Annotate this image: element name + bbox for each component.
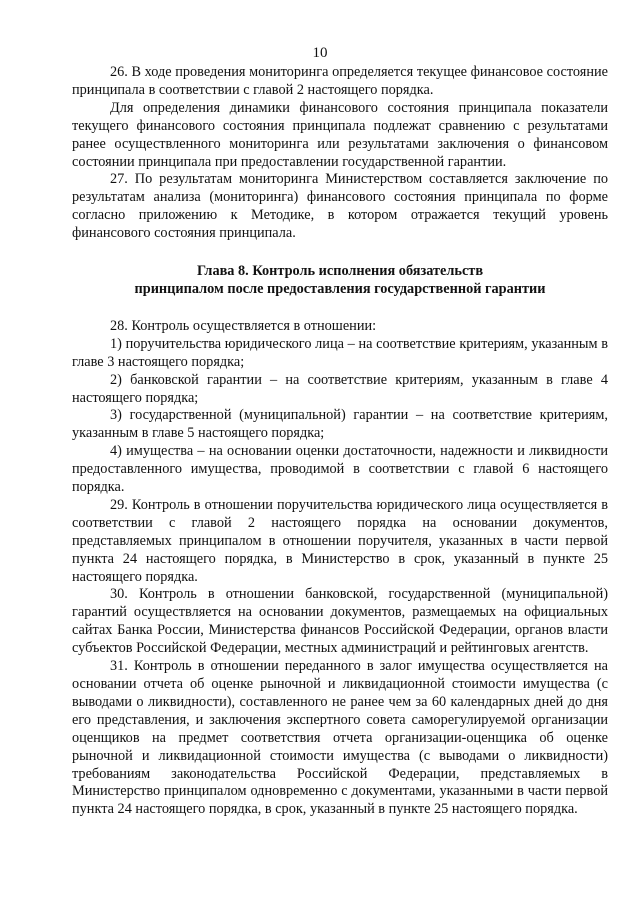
- paragraph-26-continuation: Для определения динамики финансового состояния принципала показатели текущего финансового состояния принципала подлежат сравнению с результатами ранее осуществленного мониторинга или результатами заключения о финансовом состоянии принципала при предоставлении государственной гарантии.: [72, 99, 608, 170]
- chapter-heading: [72, 263, 608, 299]
- chapter-heading-line-1: Глава 8. Контроль исполнения обязательств: [196, 263, 484, 280]
- paragraph-28: 28. Контроль осуществляется в отношении:: [110, 317, 377, 334]
- paragraph-29: 29. Контроль в отношении поручительства юридического лица осуществляется в соответствии с главой 2 настоящего порядка на основании документов, представляемых принципалом в отношении поручителя, указанных в части первой пункта 24 настоящего порядка, в Министерство в срок, указанный в пункте 25 настоящего порядка.: [72, 496, 608, 585]
- paragraph-26: 26. В ходе проведения мониторинга определяется текущее финансовое состояние принципала в соответствии с главой 2 настоящего порядка.: [72, 64, 608, 98]
- list-item-4: 4) имущества – на основании оценки достаточности, надежности и ликвидности предоставленного имущества, проводимой в соответствии с главой 6 настоящего порядка.: [72, 443, 608, 496]
- paragraph-30: 30. Контроль в отношении банковской, государственной (муниципальной) гарантий осуществляется на основании документов, размещаемых на официальных сайтах Банка России, Министерства финансов Российской Федерации, органов власти субъектов Российской Федерации, местных администраций и рейтинговых агентств.: [72, 586, 608, 657]
- paragraph-31: 31. Контроль в отношении переданного в залог имущества осуществляется на основании отчета об оценке рыночной и ликвидационной стоимости имущества (с выводами о ликвидности), составленного не ранее чем за 60 календарных дней до дня его представления, и заключения экспертного совета саморегулируемой организации оценщиков на предмет соответствия отчета организации-оценщика об оценке рыночной и ликвидационной стоимости имущества (с выводами о ликвидности) требованиям законодательства Российской Федерации, представляемых в Министерство принципалом одновременно с документами, указанными в части первой пункта 24 настоящего порядка, в срок, указанный в пункте 25 настоящего порядка.: [72, 658, 608, 818]
- page-number: 10: [312, 45, 328, 61]
- list-item-1: 1) поручительства юридического лица – на соответствие критериям, указанным в главе 3 настоящего порядка;: [72, 335, 608, 370]
- list-item-3: 3) государственной (муниципальной) гарантии – на соответствие критериям, указанным в главе 5 настоящего порядка;: [72, 407, 608, 442]
- paragraph-27: 27. По результатам мониторинга Министерством составляется заключение по результатам анализа (мониторинга) финансового состояния принципала по форме согласно приложению к Методике, в котором отражается текущий уровень финансового состояния принципала.: [72, 171, 608, 242]
- list-item-2: 2) банковской гарантии – на соответствие критериям, указанным в главе 4 настоящего порядка;: [72, 371, 608, 406]
- chapter-heading-line-2: принципалом после предоставления государственной гарантии: [134, 280, 546, 297]
- document-body: [72, 64, 608, 819]
